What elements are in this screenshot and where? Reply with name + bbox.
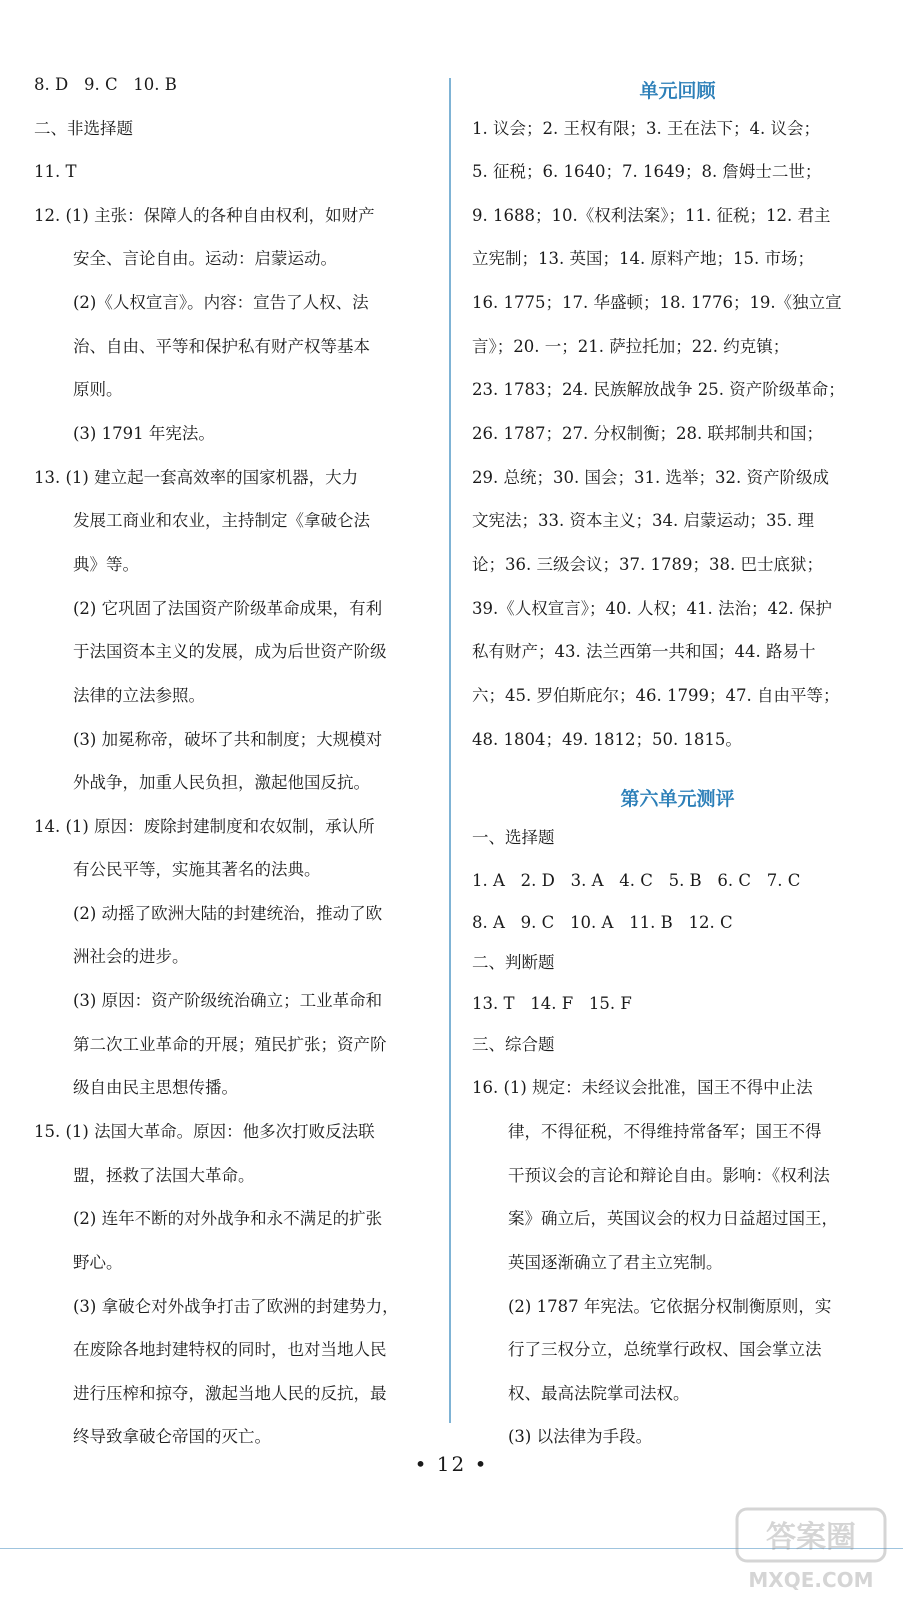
test-answer-line: 权、最高法院掌司法权。 bbox=[508, 1384, 690, 1403]
review-line: 16. 1775；17. 华盛顿；18. 1776；19.《独立宣 bbox=[472, 293, 842, 312]
test-answer-line: 干预议会的言论和辩论自由。影响：《权利法 bbox=[508, 1166, 830, 1185]
review-line: 言》；20. 一；21. 萨拉托加；22. 约克镇； bbox=[472, 337, 790, 356]
review-line: 六；45. 罗伯斯庇尔；46. 1799；47. 自由平等； bbox=[472, 686, 840, 705]
answer-line: (3) 原因：资产阶级统治确立；工业革命和 bbox=[73, 991, 383, 1010]
test-answer-line: (3) 以法律为手段。 bbox=[508, 1427, 653, 1446]
review-line: 5. 征税；6. 1640；7. 1649；8. 詹姆士二世； bbox=[472, 162, 822, 181]
answer-line: (2) 它巩固了法国资产阶级革命成果，有利 bbox=[73, 599, 383, 618]
section-heading-unit-test: 第六单元测评 bbox=[620, 788, 735, 810]
answer-line: 15. (1) 法国大革命。原因：他多次打败反法联 bbox=[34, 1122, 375, 1141]
review-line: 1. 议会；2. 王权有限；3. 王在法下；4. 议会； bbox=[472, 119, 820, 138]
answer-line: (2) 连年不断的对外战争和永不满足的扩张 bbox=[73, 1209, 383, 1228]
answer-line: 第二次工业革命的开展；殖民扩张；资产阶 bbox=[73, 1035, 387, 1054]
answer-line: 14. (1) 原因：废除封建制度和农奴制，承认所 bbox=[34, 817, 375, 836]
review-line: 48. 1804；49. 1812；50. 1815。 bbox=[472, 730, 742, 749]
review-line: 23. 1783；24. 民族解放战争 25. 资产阶级革命； bbox=[472, 380, 845, 399]
test-answer-line: 律，不得征税，不得维持常备军；国王不得 bbox=[508, 1122, 822, 1141]
answer-line: 有公民平等，实施其著名的法典。 bbox=[73, 860, 321, 879]
svg-text:答案圈: 答案圈 bbox=[766, 1520, 856, 1555]
answer-line: 外战争，加重人民负担，激起他国反抗。 bbox=[73, 773, 370, 792]
test-answer-line: (2) 1787 年宪法。它依据分权制衡原则，实 bbox=[508, 1297, 832, 1316]
test-answer-line: 13. T 14. F 15. F bbox=[472, 994, 632, 1013]
review-line: 论；36. 三级会议；37. 1789；38. 巴士底狱； bbox=[472, 555, 823, 574]
svg-text:MXQE.COM: MXQE.COM bbox=[748, 1568, 874, 1592]
test-answer-line: 1. A 2. D 3. A 4. C 5. B 6. C 7. C bbox=[472, 871, 801, 890]
section-heading-review: 单元回顾 bbox=[639, 80, 716, 102]
answer-line: 终导致拿破仑帝国的灭亡。 bbox=[73, 1427, 271, 1446]
test-answer-line: 行了三权分立，总统掌行政权、国会掌立法 bbox=[508, 1340, 822, 1359]
answer-line: (3) 拿破仑对外战争打击了欧洲的封建势力， bbox=[73, 1297, 399, 1316]
page-number: • 12 • bbox=[414, 1452, 489, 1476]
answer-line: 典》等。 bbox=[73, 555, 139, 574]
answer-line: 在废除各地封建特权的同时，也对当地人民 bbox=[73, 1340, 387, 1359]
answer-line: 于法国资本主义的发展，成为后世资产阶级 bbox=[73, 642, 387, 661]
review-line: 立宪制；13. 英国；14. 原料产地；15. 市场； bbox=[472, 249, 814, 268]
answer-line: 洲社会的进步。 bbox=[73, 947, 189, 966]
test-answer-line: 16. (1) 规定：未经议会批准，国王不得中止法 bbox=[472, 1078, 813, 1097]
answer-line: 11. T bbox=[34, 162, 77, 181]
answer-line: (3) 加冕称帝，破坏了共和制度；大规模对 bbox=[73, 730, 383, 749]
answer-line: 发展工商业和农业，主持制定《拿破仑法 bbox=[73, 511, 370, 530]
review-line: 29. 总统；30. 国会；31. 选举；32. 资产阶级成 bbox=[472, 468, 829, 487]
answer-line: 12. (1) 主张：保障人的各种自由权利，如财产 bbox=[34, 206, 375, 225]
review-line: 26. 1787；27. 分权制衡；28. 联邦制共和国； bbox=[472, 424, 823, 443]
answer-line: 二、非选择题 bbox=[34, 119, 133, 138]
answer-line: (2)《人权宣言》。内容：宣告了人权、法 bbox=[73, 293, 369, 312]
test-answer-line: 二、判断题 bbox=[472, 953, 555, 972]
answer-line: 8. D 9. C 10. B bbox=[34, 75, 177, 94]
test-answer-line: 英国逐渐确立了君主立宪制。 bbox=[508, 1253, 723, 1272]
answer-line: 13. (1) 建立起一套高效率的国家机器，大力 bbox=[34, 468, 359, 487]
answer-line: 野心。 bbox=[73, 1253, 123, 1272]
review-line: 9. 1688；10.《权利法案》；11. 征税；12. 君主 bbox=[472, 206, 831, 225]
review-line: 文宪法；33. 资本主义；34. 启蒙运动；35. 理 bbox=[472, 511, 814, 530]
test-answer-line: 8. A 9. C 10. A 11. B 12. C bbox=[472, 913, 733, 932]
watermark-logo bbox=[731, 1505, 891, 1597]
review-line: 39.《人权宣言》；40. 人权；41. 法治；42. 保护 bbox=[472, 599, 832, 618]
answer-line: 治、自由、平等和保护私有财产权等基本 bbox=[73, 337, 370, 356]
answer-line: (3) 1791 年宪法。 bbox=[73, 424, 215, 443]
test-answer-line: 案》确立后，英国议会的权力日益超过国王， bbox=[508, 1209, 838, 1228]
column-divider bbox=[449, 78, 451, 1423]
answer-line: 安全、言论自由。运动：启蒙运动。 bbox=[73, 249, 337, 268]
answer-line: 盟，拯救了法国大革命。 bbox=[73, 1166, 255, 1185]
review-line: 私有财产；43. 法兰西第一共和国；44. 路易十 bbox=[472, 642, 816, 661]
answer-line: 法律的立法参照。 bbox=[73, 686, 205, 705]
test-answer-line: 三、综合题 bbox=[472, 1035, 555, 1054]
answer-line: 进行压榨和掠夺，激起当地人民的反抗，最 bbox=[73, 1384, 387, 1403]
answer-line: (2) 动摇了欧洲大陆的封建统治，推动了欧 bbox=[73, 904, 383, 923]
answer-line: 原则。 bbox=[73, 380, 123, 399]
test-answer-line: 一、选择题 bbox=[472, 828, 555, 847]
answer-line: 级自由民主思想传播。 bbox=[73, 1078, 238, 1097]
